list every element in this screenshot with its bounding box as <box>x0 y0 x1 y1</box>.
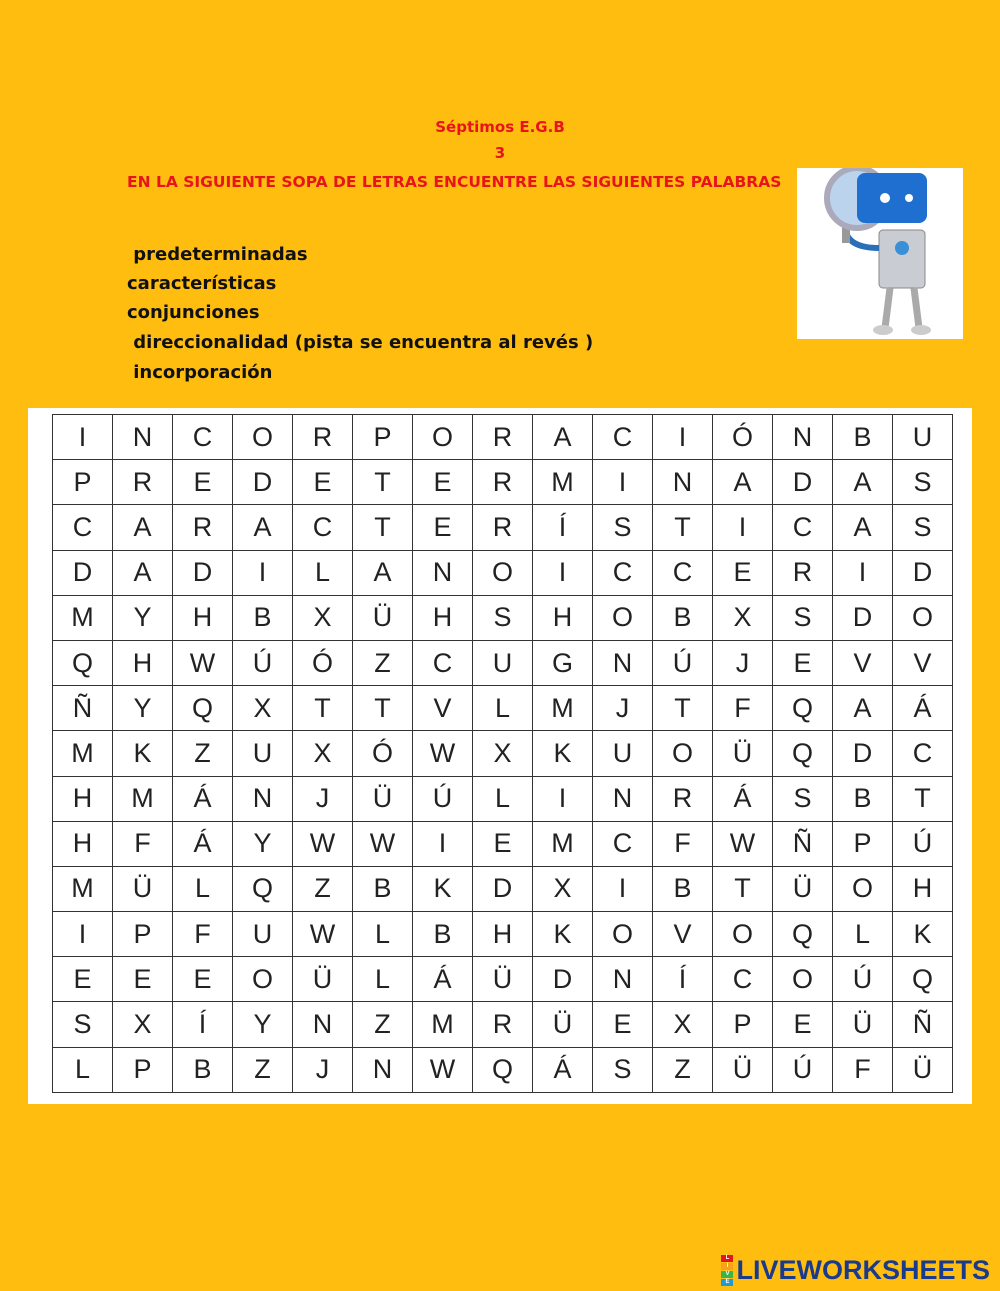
grid-cell[interactable]: L <box>473 776 533 821</box>
grid-cell[interactable]: E <box>113 957 173 1002</box>
grid-cell[interactable]: Á <box>173 821 233 866</box>
grid-cell[interactable]: W <box>293 912 353 957</box>
grid-cell[interactable]: Q <box>773 912 833 957</box>
grid-cell[interactable]: H <box>413 595 473 640</box>
grid-cell[interactable]: R <box>473 1002 533 1047</box>
grid-cell[interactable]: T <box>653 505 713 550</box>
grid-cell[interactable]: P <box>53 460 113 505</box>
worksheet-title: Séptimos E.G.B <box>435 118 565 136</box>
grid-cell[interactable]: C <box>713 957 773 1002</box>
grid-row <box>53 460 953 505</box>
grid-cell[interactable]: A <box>833 686 893 731</box>
word-1: predeterminadas <box>127 244 308 265</box>
grid-cell[interactable]: Ü <box>713 1047 773 1092</box>
grid-cell[interactable]: O <box>893 595 953 640</box>
grid-cell[interactable]: D <box>53 550 113 595</box>
grid-cell[interactable]: L <box>53 1047 113 1092</box>
grid-cell[interactable]: Ñ <box>773 821 833 866</box>
grid-cell[interactable]: H <box>473 912 533 957</box>
grid-cell[interactable]: K <box>893 912 953 957</box>
grid-cell[interactable]: M <box>533 821 593 866</box>
grid-cell[interactable]: S <box>53 1002 113 1047</box>
grid-cell[interactable]: H <box>53 776 113 821</box>
grid-cell[interactable]: Ú <box>893 821 953 866</box>
grid-cell[interactable]: C <box>593 821 653 866</box>
grid-cell[interactable]: Ñ <box>53 686 113 731</box>
grid-cell[interactable]: O <box>713 912 773 957</box>
grid-cell[interactable]: C <box>293 505 353 550</box>
grid-cell[interactable]: F <box>713 686 773 731</box>
grid-cell[interactable]: D <box>833 731 893 776</box>
grid-cell[interactable]: P <box>113 912 173 957</box>
grid-cell[interactable]: Ó <box>713 415 773 460</box>
grid-cell[interactable]: P <box>353 415 413 460</box>
grid-cell[interactable]: X <box>293 731 353 776</box>
grid-cell[interactable]: M <box>53 866 113 911</box>
grid-cell[interactable]: S <box>893 460 953 505</box>
grid-cell[interactable]: J <box>713 640 773 685</box>
grid-cell[interactable]: Ó <box>293 640 353 685</box>
grid-cell[interactable]: Ú <box>773 1047 833 1092</box>
grid-cell[interactable]: C <box>593 415 653 460</box>
grid-cell[interactable]: H <box>533 595 593 640</box>
grid-cell[interactable]: R <box>773 550 833 595</box>
grid-cell[interactable]: R <box>473 460 533 505</box>
grid-cell[interactable]: H <box>113 640 173 685</box>
grid-cell[interactable]: O <box>653 731 713 776</box>
grid-cell[interactable]: Ü <box>293 957 353 1002</box>
grid-cell[interactable]: V <box>833 640 893 685</box>
grid-cell[interactable]: I <box>713 505 773 550</box>
grid-cell[interactable]: Z <box>233 1047 293 1092</box>
grid-cell[interactable]: Ú <box>233 640 293 685</box>
grid-cell[interactable]: O <box>593 595 653 640</box>
grid-cell[interactable]: E <box>413 505 473 550</box>
grid-row <box>53 731 953 776</box>
grid-cell[interactable]: Z <box>653 1047 713 1092</box>
grid-cell[interactable]: A <box>353 550 413 595</box>
grid-cell[interactable]: I <box>593 460 653 505</box>
grid-cell[interactable]: M <box>53 731 113 776</box>
grid-cell[interactable]: P <box>713 1002 773 1047</box>
grid-cell[interactable]: M <box>113 776 173 821</box>
grid-cell[interactable]: N <box>413 550 473 595</box>
grid-cell[interactable]: S <box>773 595 833 640</box>
grid-cell[interactable]: H <box>173 595 233 640</box>
grid-cell[interactable]: D <box>533 957 593 1002</box>
grid-cell[interactable]: N <box>773 415 833 460</box>
grid-cell[interactable]: R <box>293 415 353 460</box>
grid-cell[interactable]: Ü <box>353 776 413 821</box>
grid-cell[interactable]: Y <box>113 686 173 731</box>
grid-cell[interactable]: D <box>773 460 833 505</box>
grid-cell[interactable]: Z <box>293 866 353 911</box>
grid-cell[interactable]: Z <box>353 640 413 685</box>
grid-cell[interactable]: W <box>353 821 413 866</box>
grid-cell[interactable]: Q <box>473 1047 533 1092</box>
grid-cell[interactable]: B <box>413 912 473 957</box>
grid-cell[interactable]: I <box>533 776 593 821</box>
grid-cell[interactable]: N <box>593 640 653 685</box>
grid-cell[interactable]: Í <box>173 1002 233 1047</box>
grid-cell[interactable]: E <box>713 550 773 595</box>
grid-cell[interactable]: Q <box>173 686 233 731</box>
grid-cell[interactable]: B <box>833 415 893 460</box>
grid-cell[interactable]: D <box>473 866 533 911</box>
grid-cell[interactable]: Ü <box>773 866 833 911</box>
grid-cell[interactable]: O <box>233 415 293 460</box>
grid-cell[interactable]: Q <box>773 731 833 776</box>
grid-cell[interactable]: R <box>173 505 233 550</box>
grid-cell[interactable]: Á <box>533 1047 593 1092</box>
grid-cell[interactable]: B <box>653 595 713 640</box>
grid-cell[interactable]: R <box>473 415 533 460</box>
grid-cell[interactable]: O <box>773 957 833 1002</box>
word-2: características <box>127 273 277 294</box>
grid-cell[interactable]: R <box>653 776 713 821</box>
grid-cell[interactable]: A <box>233 505 293 550</box>
grid-cell[interactable]: Ú <box>413 776 473 821</box>
grid-cell[interactable]: Q <box>773 686 833 731</box>
grid-cell[interactable]: I <box>593 866 653 911</box>
grid-cell[interactable]: T <box>353 686 413 731</box>
grid-cell[interactable]: V <box>893 640 953 685</box>
grid-row <box>53 821 953 866</box>
grid-cell[interactable]: Y <box>113 595 173 640</box>
grid-cell[interactable]: I <box>233 550 293 595</box>
grid-row <box>53 550 953 595</box>
grid-row <box>53 1002 953 1047</box>
grid-cell[interactable]: X <box>293 595 353 640</box>
grid-cell[interactable]: E <box>413 460 473 505</box>
grid-cell[interactable]: S <box>773 776 833 821</box>
grid-cell[interactable]: I <box>833 550 893 595</box>
grid-row <box>53 1047 953 1092</box>
grid-cell[interactable]: U <box>233 912 293 957</box>
grid-row <box>53 776 953 821</box>
grid-cell[interactable]: Í <box>533 505 593 550</box>
grid-cell[interactable]: N <box>353 1047 413 1092</box>
grid-row <box>53 686 953 731</box>
word-search-grid <box>52 414 953 1093</box>
grid-cell[interactable]: Ü <box>833 1002 893 1047</box>
grid-cell[interactable]: T <box>893 776 953 821</box>
grid-cell[interactable]: K <box>533 912 593 957</box>
liveworksheets-logo <box>721 1255 990 1286</box>
grid-cell[interactable]: O <box>593 912 653 957</box>
grid-cell[interactable]: D <box>233 460 293 505</box>
grid-cell[interactable]: Ú <box>833 957 893 1002</box>
grid-cell[interactable]: Ü <box>713 731 773 776</box>
grid-cell[interactable]: L <box>173 866 233 911</box>
grid-cell[interactable]: H <box>893 866 953 911</box>
grid-cell[interactable]: C <box>413 640 473 685</box>
grid-cell[interactable]: T <box>353 460 413 505</box>
grid-cell[interactable]: C <box>653 550 713 595</box>
grid-cell[interactable]: A <box>113 550 173 595</box>
logo-letter: I <box>721 1263 733 1270</box>
worksheet-number: 3 <box>494 144 506 162</box>
grid-row <box>53 505 953 550</box>
grid-cell[interactable]: N <box>653 460 713 505</box>
grid-cell[interactable]: C <box>53 505 113 550</box>
grid-cell[interactable]: L <box>473 686 533 731</box>
grid-cell[interactable]: W <box>413 731 473 776</box>
grid-cell[interactable]: Á <box>893 686 953 731</box>
grid-cell[interactable]: M <box>533 460 593 505</box>
grid-cell[interactable]: K <box>113 731 173 776</box>
instructions: EN LA SIGUIENTE SOPA DE LETRAS ENCUENTRE LAS SIGUIENTES PALABRAS <box>127 173 782 191</box>
grid-cell[interactable]: B <box>653 866 713 911</box>
grid-cell[interactable]: W <box>713 821 773 866</box>
grid-cell[interactable]: E <box>773 1002 833 1047</box>
grid-cell[interactable]: S <box>593 1047 653 1092</box>
grid-row <box>53 415 953 460</box>
grid-cell[interactable]: R <box>113 460 173 505</box>
grid-cell[interactable]: Ñ <box>893 1002 953 1047</box>
grid-cell[interactable]: B <box>233 595 293 640</box>
grid-cell[interactable]: H <box>53 821 113 866</box>
grid-cell[interactable]: U <box>893 415 953 460</box>
grid-cell[interactable]: X <box>653 1002 713 1047</box>
grid-cell[interactable]: Á <box>413 957 473 1002</box>
grid-cell[interactable]: Í <box>653 957 713 1002</box>
grid-cell[interactable]: L <box>833 912 893 957</box>
grid-cell[interactable]: U <box>473 640 533 685</box>
grid-cell[interactable]: E <box>773 640 833 685</box>
grid-cell[interactable]: B <box>353 866 413 911</box>
grid-cell[interactable]: G <box>533 640 593 685</box>
grid-row <box>53 957 953 1002</box>
grid-cell[interactable]: B <box>833 776 893 821</box>
grid-cell[interactable]: V <box>413 686 473 731</box>
grid-cell[interactable]: A <box>113 505 173 550</box>
grid-cell[interactable]: S <box>593 505 653 550</box>
grid-cell[interactable]: C <box>173 415 233 460</box>
grid-cell[interactable]: E <box>593 1002 653 1047</box>
grid-cell[interactable]: D <box>173 550 233 595</box>
grid-cell[interactable]: J <box>593 686 653 731</box>
grid-cell[interactable]: E <box>53 957 113 1002</box>
grid-cell[interactable]: Q <box>53 640 113 685</box>
grid-cell[interactable]: V <box>653 912 713 957</box>
grid-cell[interactable]: X <box>113 1002 173 1047</box>
grid-cell[interactable]: F <box>113 821 173 866</box>
grid-cell[interactable]: P <box>833 821 893 866</box>
grid-cell[interactable]: Z <box>353 1002 413 1047</box>
grid-cell[interactable]: O <box>833 866 893 911</box>
grid-cell[interactable]: C <box>773 505 833 550</box>
grid-cell[interactable]: J <box>293 1047 353 1092</box>
robot-magnifier-image <box>797 168 963 339</box>
grid-cell[interactable]: U <box>233 731 293 776</box>
grid-cell[interactable]: K <box>413 866 473 911</box>
grid-row <box>53 595 953 640</box>
grid-cell[interactable]: P <box>113 1047 173 1092</box>
grid-row <box>53 866 953 911</box>
grid-cell[interactable]: Y <box>233 821 293 866</box>
grid-cell[interactable]: Ü <box>533 1002 593 1047</box>
liveworksheets-icon <box>721 1255 733 1286</box>
grid-cell[interactable]: T <box>653 686 713 731</box>
grid-cell[interactable]: N <box>293 1002 353 1047</box>
word-3: conjunciones <box>127 302 260 323</box>
grid-cell[interactable]: A <box>833 460 893 505</box>
grid-cell[interactable]: Q <box>233 866 293 911</box>
grid-cell[interactable]: Ü <box>473 957 533 1002</box>
grid-cell[interactable]: K <box>533 731 593 776</box>
grid-cell[interactable]: D <box>833 595 893 640</box>
grid-cell[interactable]: L <box>353 912 413 957</box>
grid-cell[interactable]: T <box>353 505 413 550</box>
grid-cell[interactable]: N <box>593 776 653 821</box>
grid-cell[interactable]: O <box>413 415 473 460</box>
grid-cell[interactable]: O <box>233 957 293 1002</box>
grid-cell[interactable]: E <box>473 821 533 866</box>
grid-cell[interactable]: M <box>53 595 113 640</box>
grid-row <box>53 640 953 685</box>
grid-cell[interactable]: A <box>533 415 593 460</box>
grid-cell[interactable]: L <box>293 550 353 595</box>
grid-cell[interactable]: O <box>473 550 533 595</box>
grid-cell[interactable]: I <box>53 912 113 957</box>
grid-cell[interactable]: A <box>713 460 773 505</box>
grid-cell[interactable]: J <box>293 776 353 821</box>
grid-cell[interactable]: Q <box>893 957 953 1002</box>
logo-letter: V <box>721 1271 733 1278</box>
grid-cell[interactable]: E <box>173 957 233 1002</box>
grid-cell[interactable]: F <box>173 912 233 957</box>
grid-cell[interactable]: E <box>293 460 353 505</box>
word-4: direccionalidad (pista se encuentra al revés ) <box>127 332 594 353</box>
grid-cell[interactable]: U <box>593 731 653 776</box>
grid-cell[interactable]: W <box>293 821 353 866</box>
grid-row <box>53 912 953 957</box>
grid-cell[interactable]: F <box>653 821 713 866</box>
grid-cell[interactable]: Ó <box>353 731 413 776</box>
grid-cell[interactable]: A <box>833 505 893 550</box>
grid-cell[interactable]: E <box>173 460 233 505</box>
grid-cell[interactable]: L <box>353 957 413 1002</box>
grid-cell[interactable]: S <box>893 505 953 550</box>
grid-cell[interactable]: Á <box>173 776 233 821</box>
grid-cell[interactable]: Ü <box>893 1047 953 1092</box>
grid-cell[interactable]: N <box>593 957 653 1002</box>
grid-cell[interactable]: C <box>593 550 653 595</box>
grid-cell[interactable]: Ú <box>653 640 713 685</box>
logo-letter: E <box>721 1279 733 1286</box>
grid-cell[interactable]: X <box>233 686 293 731</box>
grid-cell[interactable]: W <box>413 1047 473 1092</box>
grid-cell[interactable]: I <box>533 550 593 595</box>
grid-cell[interactable]: X <box>713 595 773 640</box>
grid-cell[interactable]: I <box>53 415 113 460</box>
grid-cell[interactable]: Z <box>173 731 233 776</box>
grid-cell[interactable]: F <box>833 1047 893 1092</box>
grid-cell[interactable]: Á <box>713 776 773 821</box>
grid-cell[interactable]: B <box>173 1047 233 1092</box>
grid-cell[interactable]: M <box>413 1002 473 1047</box>
grid-cell[interactable]: Y <box>233 1002 293 1047</box>
brand-text: LIVEWORKSHEETS <box>736 1255 990 1285</box>
grid-cell[interactable]: N <box>113 415 173 460</box>
logo-letter: L <box>721 1255 733 1262</box>
grid-cell[interactable]: I <box>653 415 713 460</box>
grid-cell[interactable]: I <box>413 821 473 866</box>
grid-cell[interactable]: X <box>473 731 533 776</box>
grid-cell[interactable]: S <box>473 595 533 640</box>
grid-cell[interactable]: N <box>233 776 293 821</box>
grid-cell[interactable]: X <box>533 866 593 911</box>
grid-cell[interactable]: T <box>713 866 773 911</box>
grid-cell[interactable]: M <box>533 686 593 731</box>
grid-cell[interactable]: Ü <box>113 866 173 911</box>
grid-cell[interactable]: D <box>893 550 953 595</box>
grid-cell[interactable]: W <box>173 640 233 685</box>
grid-cell[interactable]: Ü <box>353 595 413 640</box>
grid-cell[interactable]: C <box>893 731 953 776</box>
grid-cell[interactable]: T <box>293 686 353 731</box>
word-5: incorporación <box>127 362 273 383</box>
grid-cell[interactable]: R <box>473 505 533 550</box>
